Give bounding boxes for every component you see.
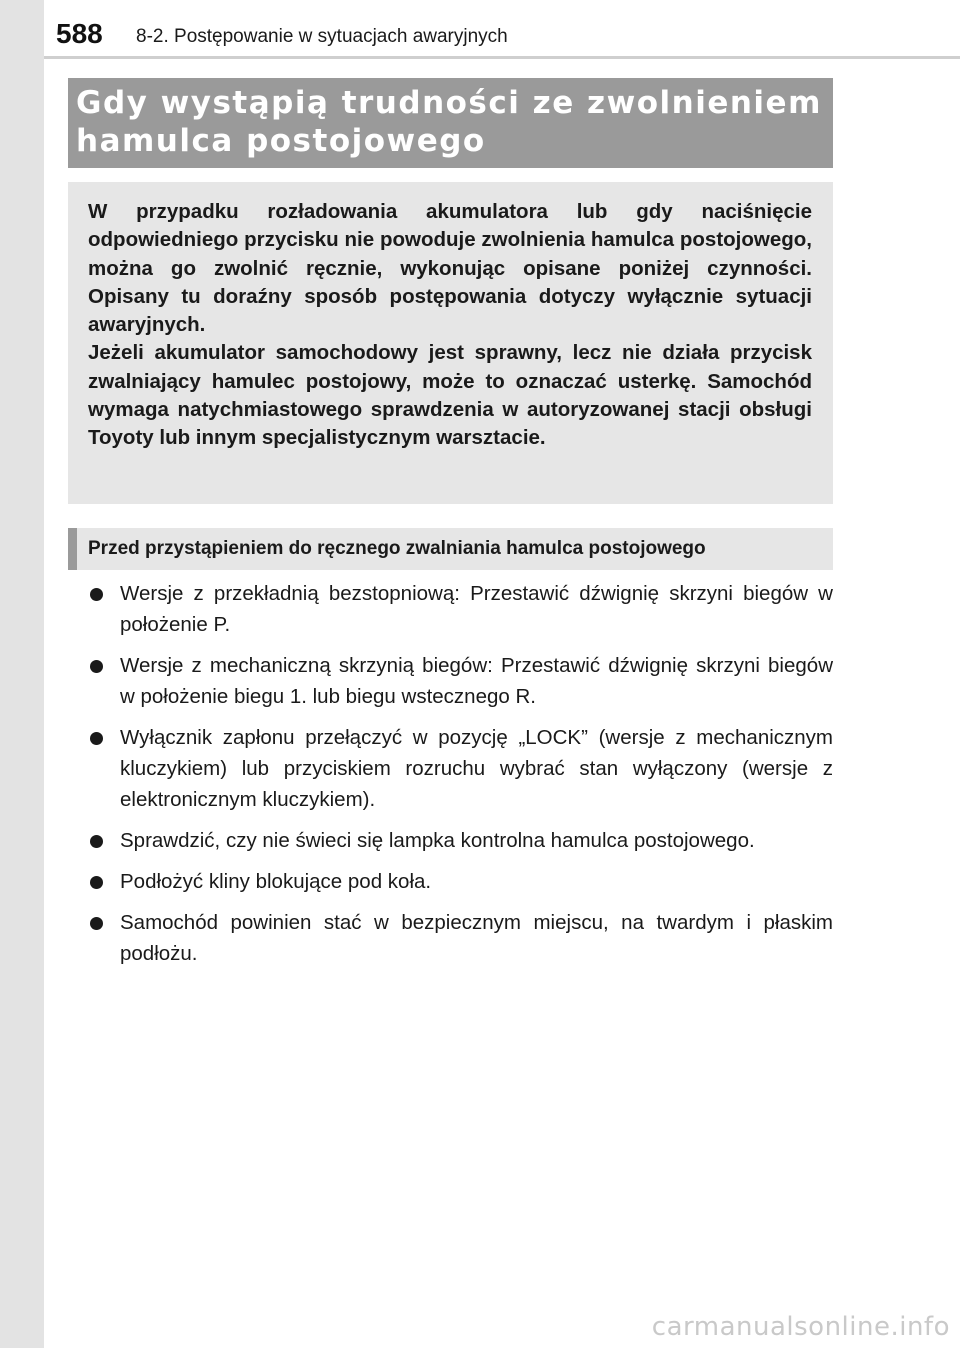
side-margin-strip (0, 0, 44, 1348)
list-item-text: Wersje z mechaniczną skrzynią biegów: Przestawić dźwignię skrzyni biegów w położenie biegu 1. lub biegu wstecznego R. (120, 654, 833, 708)
intro-text (88, 198, 812, 453)
page-number: 588 (56, 18, 103, 49)
subheader-title: Przed przystąpieniem do ręcznego zwalniania hamulca postojowego (88, 538, 706, 559)
list-item (68, 578, 833, 640)
section-reference: 8-2. Postępowanie w sytuacjach awaryjnych (136, 26, 508, 47)
intro-paragraph-1: W przypadku rozładowania akumulatora lub gdy naciśnięcie odpowiedniego przycisku nie powoduje zwolnienia hamulca postojowego, można go zwolnić ręcznie, wykonując opisane poniżej czynności. Opisany tu doraźny sposób postępowania dotyczy wyłącznie sytuacji awaryjnych. (88, 200, 812, 337)
list-item-text: Wyłącznik zapłonu przełączyć w pozycję „LOCK” (wersje z mechanicznym kluczykiem) lub przyciskiem rozruchu wybrać stan wyłączony (wersje z elektronicznym kluczykiem). (120, 726, 833, 811)
list-item (68, 866, 833, 897)
bullet-icon (90, 732, 103, 745)
list-item-text: Samochód powinien stać w bezpiecznym miejscu, na twardym i płaskim podłożu. (120, 911, 833, 965)
list-item (68, 650, 833, 712)
precondition-list (68, 578, 833, 979)
bullet-icon (90, 660, 103, 673)
header-divider (44, 56, 960, 59)
bullet-icon (90, 876, 103, 889)
bullet-icon (90, 917, 103, 930)
bullet-icon (90, 588, 103, 601)
page-header (44, 18, 960, 60)
list-item (68, 825, 833, 856)
list-item-text: Wersje z przekładnią bezstopniową: Przestawić dźwignię skrzyni biegów w położenie P. (120, 582, 833, 636)
subheader-box (68, 528, 833, 570)
section-title-box (68, 78, 833, 168)
intro-paragraph-2: Jeżeli akumulator samochodowy jest sprawny, lecz nie działa przycisk zwalniający hamulec postojowy, może to oznaczać usterkę. Samochód wymaga natychmiastowego sprawdzenia w autoryzowanej stacji obsługi Toyoty lub innym specjalistycznym warsztacie. (88, 341, 812, 450)
list-item-text: Sprawdzić, czy nie świeci się lampka kontrolna hamulca postojowego. (120, 829, 755, 852)
list-item-text: Podłożyć kliny blokujące pod koła. (120, 870, 432, 893)
subheader-accent-bar (68, 528, 77, 570)
list-item (68, 907, 833, 969)
intro-box (68, 182, 833, 504)
list-item (68, 722, 833, 815)
section-title: Gdy wystąpią trudności ze zwolnieniem hamulca postojowego (76, 85, 822, 159)
bullet-icon (90, 835, 103, 848)
watermark: carmanualsonline.info (651, 1312, 950, 1342)
